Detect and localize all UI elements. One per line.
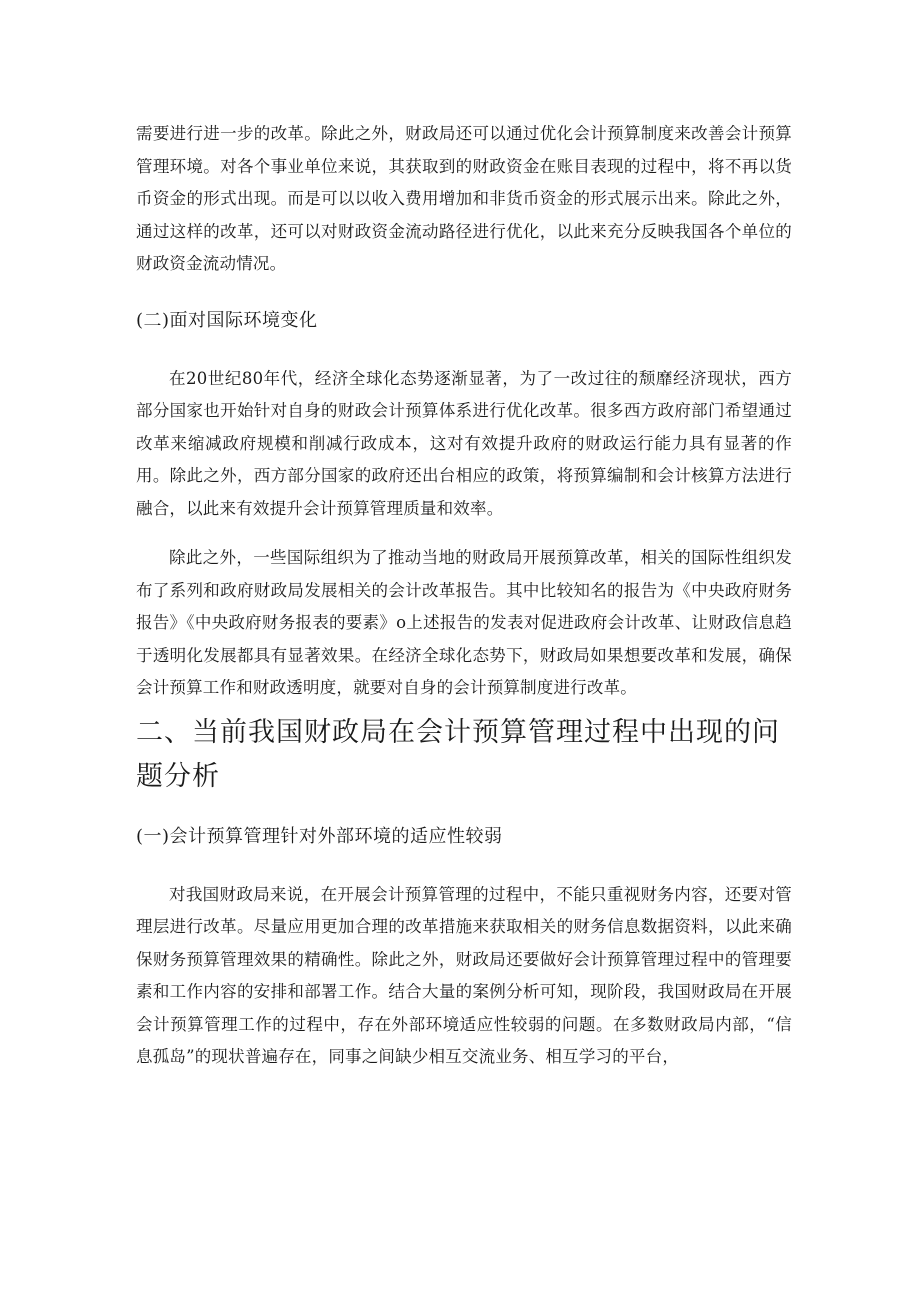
- paragraph-international-2: 除此之外，一些国际组织为了推动当地的财政局开展预算改革，相关的国际性组织发布了系列和政府财政局发展相关的会计改革报告。其中比较知名的报告为《中央政府财务报告》《中央政府财务报表的要素》o上述报告的发表对促进政府会计改革、让财政信息趋于透明化发展都具有显著效果。在经济全球化态势下，财政局如果想要改革和发展，确保会计预算工作和财政透明度，就要对自身的会计预算制度进行改革。: [136, 548, 792, 697]
- paragraph-problem-1: 对我国财政局来说，在开展会计预算管理的过程中，不能只重视财务内容，还要对管理层进行改革。尽量应用更加合理的改革措施来获取相关的财务信息数据资料，以此来确保财务预算管理效果的精确性。除此之外，财政局还要做好会计预算管理过程中的管理要素和工作内容的安排和部署工作。结合大量的案例分析可知，现阶段，我国财政局在开展会计预算管理工作的过程中，存在外部环境适应性较弱的问题。在多数财政局内部，“信息孤岛”的现状普遍存在，同事之间缺少相互交流业务、相互学习的平台，: [136, 884, 792, 1066]
- document-page: [136, 118, 792, 1074]
- paragraph-continued: 需要进行进一步的改革。除此之外，财政局还可以通过优化会计预算制度来改善会计预算管理环境。对各个事业单位来说，其获取到的财政资金在账目表现的过程中，将不再以货币资金的形式出现。而是可以以收入费用增加和非货币资金的形式展示出来。除此之外，通过这样的改革，还可以对财政资金流动路径进行优化，以此来充分反映我国各个单位的财政资金流动情况。: [136, 124, 792, 273]
- section-heading-problem-analysis: 二、当前我国财政局在会计预算管理过程中出现的问题分析: [136, 716, 780, 792]
- paragraph-international-1: 在20世纪80年代，经济全球化态势逐渐显著，为了一改过往的颓靡经济现状，西方部分国家也开始针对自身的财政会计预算体系进行优化改革。很多西方政府部门希望通过改革来缩减政府规模和削减行政成本，这对有效提升政府的财政运行能力具有显著的作用。除此之外，西方部分国家的政府还出台相应的政策，将预算编制和会计核算方法进行融合，以此来有效提升会计预算管理质量和效率。: [136, 368, 792, 518]
- subheading-adaptability: (一)会计预算管理针对外部环境的适应性较弱: [136, 825, 503, 847]
- subheading-international-environment: (二)面对国际环境变化: [136, 309, 318, 331]
